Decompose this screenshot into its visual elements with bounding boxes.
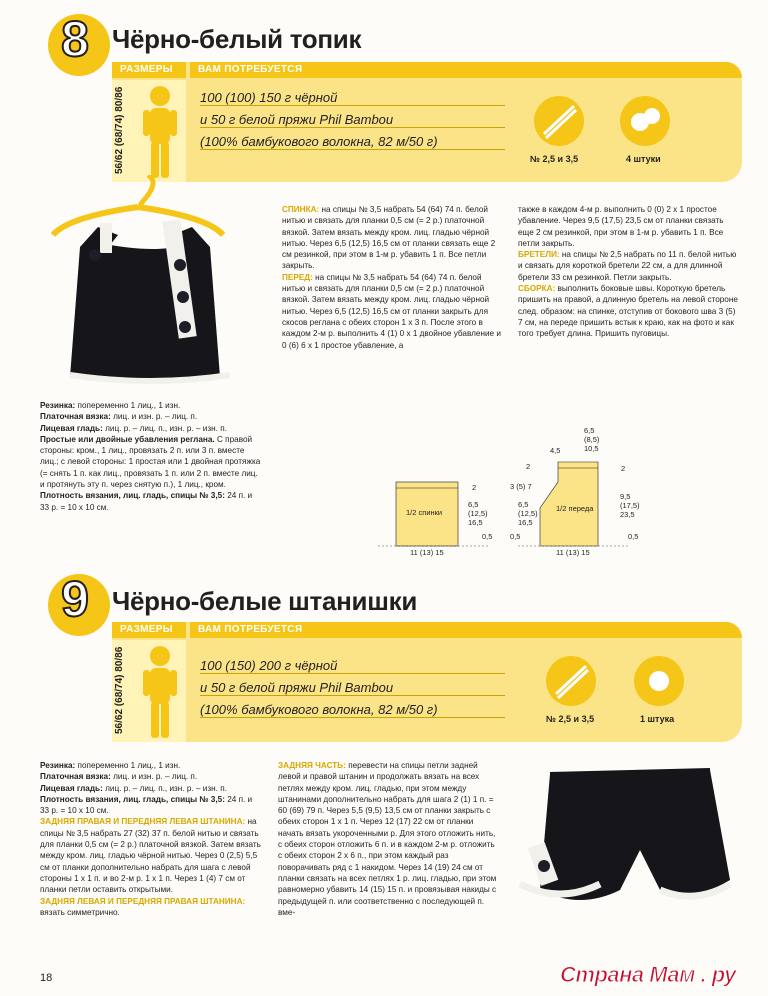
front-top-1: 4,5 — [550, 446, 561, 455]
sizes-value: 56/62 (68/74) 80/86 — [114, 646, 125, 734]
yarn-line-2: и 50 г белой пряжи Phil Bambou — [200, 112, 505, 128]
yarn-line-3: (100% бамбукового волокна, 82 м/50 г) — [200, 702, 505, 718]
note-item: Лицевая гладь: лиц. р. – лиц. п., изн. р. – изн. п. — [40, 783, 227, 793]
section-title: Чёрно-белый топик — [112, 24, 362, 54]
instruction-paragraph: ПЕРЕД: на спицы № 3,5 набрать 54 (64) 74 п. белой нитью и связать для планки 0,5 см (= 2 р.) платочной вязкой. Затем вязать между кром. лиц. гладью чёрной нитью. Через 6,5 (12,5) 16,5 см от планки закрыть для скосов реглана с обеих сторон 1 х 3 п. После этого в каждом 2-м р. выполнить 4 (1) 0 х 1 двойное убавление и 0 (6) 6 х 1 простое убавление, а — [282, 272, 501, 350]
front-label: 1/2 переда — [556, 504, 594, 513]
front-right-3: 0,5 — [628, 532, 639, 541]
back-width: 11 (13) 15 — [410, 548, 444, 557]
section-number: 9 — [61, 571, 89, 627]
pattern-schema — [378, 420, 658, 560]
front-right-2: 9,5 (17,5) 23,5 — [620, 492, 640, 519]
instruction-paragraph: БРЕТЕЛИ: на спицы № 2,5 набрать по 11 п. белой нитью и связать для короткой бретели 22 см, а для длинной бретели 33 см резинкой. Петли закрыть. — [518, 250, 737, 282]
instructions-column — [278, 760, 500, 918]
note-item: Лицевая гладь: лиц. р. – лиц. п., изн. р. – изн. п. — [40, 423, 227, 433]
buttons-label: 4 штуки — [626, 154, 661, 164]
front-left-4: 0,5 — [510, 532, 521, 541]
notes-column — [40, 400, 262, 513]
back-h1: 2 — [472, 483, 477, 492]
note-item: ЗАДНЯЯ ПРАВАЯ И ПЕРЕДНЯЯ ЛЕВАЯ ШТАНИНА: на спицы № 3,5 набрать 27 (32) 37 п. белой нитью и связать для планки 0,5 см (= 2 р.) платочной вязкой. Затем вязать между кром. лиц. гладью чёрной нитью. Через 0 (2,5) 5,5 см от планки дополнительно набрать для шага с левой стороны 1 х 1 п. и во 2-м р. 1 х 1 п. Через 1 (4) 7 см от планки петли оставить открытыми. — [40, 817, 261, 895]
section-number-badge — [48, 11, 110, 76]
section-title: Чёрно-белые штанишки — [112, 586, 417, 616]
notes-column — [40, 760, 262, 918]
button-icon — [634, 656, 684, 706]
section-number-badge — [48, 571, 110, 636]
buttons-icon — [620, 96, 670, 146]
needles-label: № 2,5 и 3,5 — [530, 154, 579, 164]
yarn-line-1: 100 (150) 200 г чёрной — [200, 658, 505, 674]
page-number: 18 — [40, 972, 53, 984]
sizes-value: 56/62 (68/74) 80/86 — [114, 86, 125, 174]
yarn-line-2: и 50 г белой пряжи Phil Bambou — [200, 680, 505, 696]
note-item: Платочная вязка: лиц. и изн. р. – лиц. п. — [40, 412, 198, 422]
front-left-1: 2 — [526, 462, 531, 471]
section-number: 8 — [61, 11, 89, 67]
child-silhouette-icon — [140, 84, 180, 180]
front-width: 11 (13) 15 — [556, 548, 590, 557]
sizes-header: РАЗМЕРЫ — [112, 62, 186, 78]
needs-header: ВАМ ПОТРЕБУЕТСЯ — [190, 622, 742, 638]
instruction-paragraph: также в каждом 4-м р. выполнить 0 (0) 2 х 1 простое убавление. Через 9,5 (17,5) 23,5 см от планки связать еще 2 см резинкой, при этом в 1-м р. убавить 1 п. Все петли закрыть. — [518, 205, 724, 248]
needles-icon — [534, 96, 584, 146]
child-silhouette-icon — [140, 644, 180, 740]
sizes-header: РАЗМЕРЫ — [112, 622, 186, 638]
back-label: 1/2 спинки — [406, 508, 443, 517]
note-item: Платочная вязка: лиц. и изн. р. – лиц. п. — [40, 772, 198, 782]
note-item: ЗАДНЯЯ ЛЕВАЯ И ПЕРЕДНЯЯ ПРАВАЯ ШТАНИНА: вязать симметрично. — [40, 896, 246, 917]
front-left-3: 6,5 (12,5) 16,5 — [518, 500, 538, 527]
instructions-column — [282, 204, 504, 351]
top-photo — [30, 175, 260, 390]
front-right-1: 2 — [621, 464, 626, 473]
note-item: Резинка: попеременно 1 лиц., 1 изн. — [40, 401, 181, 410]
instruction-paragraph: СБОРКА: выполнить боковые швы. Короткую бретель пришить на правой, а длинную бретель на левой стороне след. образом: на спинке, отступив от бокового шва 3 (5) 7 см, на переде пришить встык к краю, как на фото и как того требует длина. Пришить пуговицы. — [518, 284, 738, 339]
yarn-line-1: 100 (100) 150 г чёрной — [200, 90, 505, 106]
note-item: Резинка: попеременно 1 лиц., 1 изн. — [40, 761, 181, 770]
back-h3: 0,5 — [482, 532, 493, 541]
watermark: Страна Мам . ру — [560, 962, 736, 987]
note-item: Простые или двойные убавления реглана. С правой стороны: кром., 1 лиц., провязать 2 п. или 3 п. вместе лиц.; с левой стороны: 1 простая или 1 двойная протяжка (= снять 1 п. как лиц., провязать 1 п. или 2 п. вместе лиц. и протянуть эту п. через снятую п.), 1 лиц., кром. — [40, 434, 261, 490]
front-top-2: 6,5 (8,5) 10,5 — [584, 426, 600, 453]
needles-icon — [546, 656, 596, 706]
instruction-paragraph: СПИНКА: на спицы № 3,5 набрать 54 (64) 74 п. белой нитью и связать для планки 0,5 см (= 2 р.) платочной вязкой. Затем вязать между кром. лиц. гладью чёрной нитью. Через 6,5 (12,5) 16,5 см от планки связать еще 2 см резинкой, при этом в 1-м р. убавить 1 п. Все петли закрыть. — [282, 205, 496, 271]
front-left-2: 3 (5) 7 — [510, 482, 532, 491]
shorts-photo — [510, 754, 750, 954]
instruction-paragraph: ЗАДНЯЯ ЧАСТЬ: перевести на спицы петли задней левой и правой штанин и продолжать вязать на всех петлях между кром. лиц. гладью, при этом между штанинами дополнительно набрать для шага 2 (1) 1 п. = 60 (69) 79 п. Через 5,5 (9,5) 13,5 см от планки закрыть с обеих сторон 1 х 1 п. Через 12 (17) 22 см от планки начать вязать укороченными р. Для этого отложить нить, с обеих сторон отложить 6 п. и в каждом 2-м р. отложить с обеих сторон 2 х 6 п., при этом каждый раз поворачивать ряд с 1 накидом. Через 14 (19) 24 см от планки связать на всех петлях 1 р. лиц. гладью, при этом равномерно убавить 14 (15) 15 п. и провязывая накиды с предыдущей п. или соответственно с последующей п. вме- — [278, 761, 497, 917]
note-item: Плотность вязания, лиц. гладь, спицы № 3,5: 24 п. и 33 р. = 10 х 10 см. — [40, 491, 253, 512]
buttons-label: 1 штука — [640, 714, 675, 724]
back-h2: 6,5 (12,5) 16,5 — [468, 500, 488, 527]
needs-header: ВАМ ПОТРЕБУЕТСЯ — [190, 62, 742, 78]
needles-label: № 2,5 и 3,5 — [546, 714, 595, 724]
note-item: Плотность вязания, лиц. гладь, спицы № 3,5: 24 п. и 33 р. = 10 х 10 см. — [40, 794, 253, 816]
instructions-column-2 — [518, 204, 740, 340]
yarn-line-3: (100% бамбукового волокна, 82 м/50 г) — [200, 134, 505, 150]
